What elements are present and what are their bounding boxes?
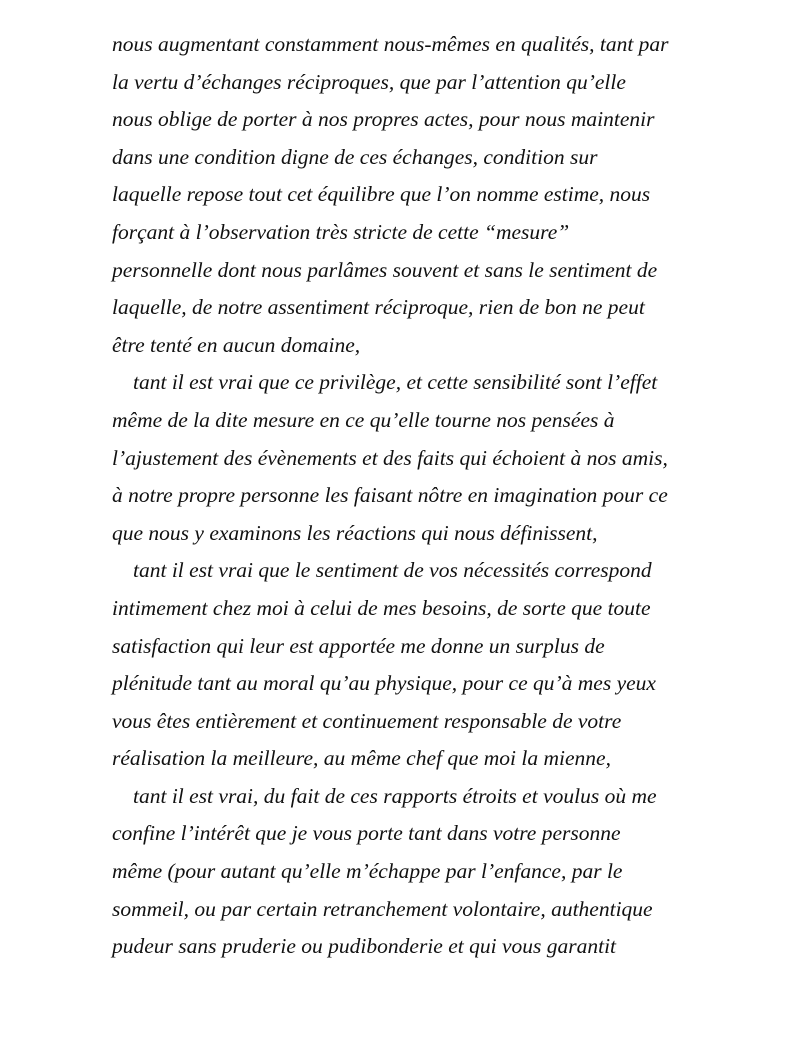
text-line: nous augmentant constamment nous-mêmes en qualités, tant par bbox=[112, 32, 669, 56]
text-line: la vertu d’échanges réciproques, que par l’attention qu’elle bbox=[112, 69, 626, 94]
text-line: vous êtes entièrement et continuement responsable de votre bbox=[112, 708, 622, 733]
text-line: tant il est vrai que ce privilège, et cette sensibilité sont l’effet bbox=[133, 370, 658, 395]
text-line: forçant à l’observation très stricte de cette “mesure” bbox=[112, 219, 570, 244]
text-line: dans une condition digne de ces échanges, condition sur bbox=[112, 144, 598, 169]
text-line: réalisation la meilleure, au même chef que moi la mienne, bbox=[112, 746, 611, 771]
text-line: être tenté en aucun domaine, bbox=[112, 332, 361, 357]
text-line: même (pour autant qu’elle m’échappe par l’enfance, par le bbox=[112, 859, 623, 884]
text-line: pudeur sans pruderie ou pudibonderie et qui vous garantit bbox=[112, 934, 617, 959]
text-line: tant il est vrai, du fait de ces rapports étroits et voulus où me bbox=[133, 783, 657, 808]
text-line: sommeil, ou par certain retranchement volontaire, authentique bbox=[112, 896, 653, 921]
text-line: intimement chez moi à celui de mes besoins, de sorte que toute bbox=[112, 595, 651, 620]
text-line: tant il est vrai que le sentiment de vos nécessités correspond bbox=[133, 558, 652, 583]
text-line: personnelle dont nous parlâmes souvent et sans le sentiment de bbox=[112, 257, 658, 282]
text-line: plénitude tant au moral qu’au physique, pour ce qu’à mes yeux bbox=[112, 671, 656, 696]
text-line: l’ajustement des évènements et des faits qui échoient à nos amis, bbox=[112, 445, 668, 470]
text-line: à notre propre personne les faisant nôtre en imagination pour ce bbox=[112, 483, 668, 508]
text-line: que nous y examinons les réactions qui nous définissent, bbox=[112, 520, 598, 545]
text-line: laquelle, de notre assentiment réciproque, rien de bon ne peut bbox=[112, 295, 645, 320]
text-line: satisfaction qui leur est apportée me donne un surplus de bbox=[112, 633, 605, 658]
body-text bbox=[112, 26, 712, 966]
text-line: confine l’intérêt que je vous porte tant dans votre personne bbox=[112, 821, 621, 846]
text-line: laquelle repose tout cet équilibre que l’on nomme estime, nous bbox=[112, 182, 651, 207]
text-line: même de la dite mesure en ce qu’elle tourne nos pensées à bbox=[112, 407, 615, 432]
text-line: nous oblige de porter à nos propres actes, pour nous maintenir bbox=[112, 107, 655, 132]
